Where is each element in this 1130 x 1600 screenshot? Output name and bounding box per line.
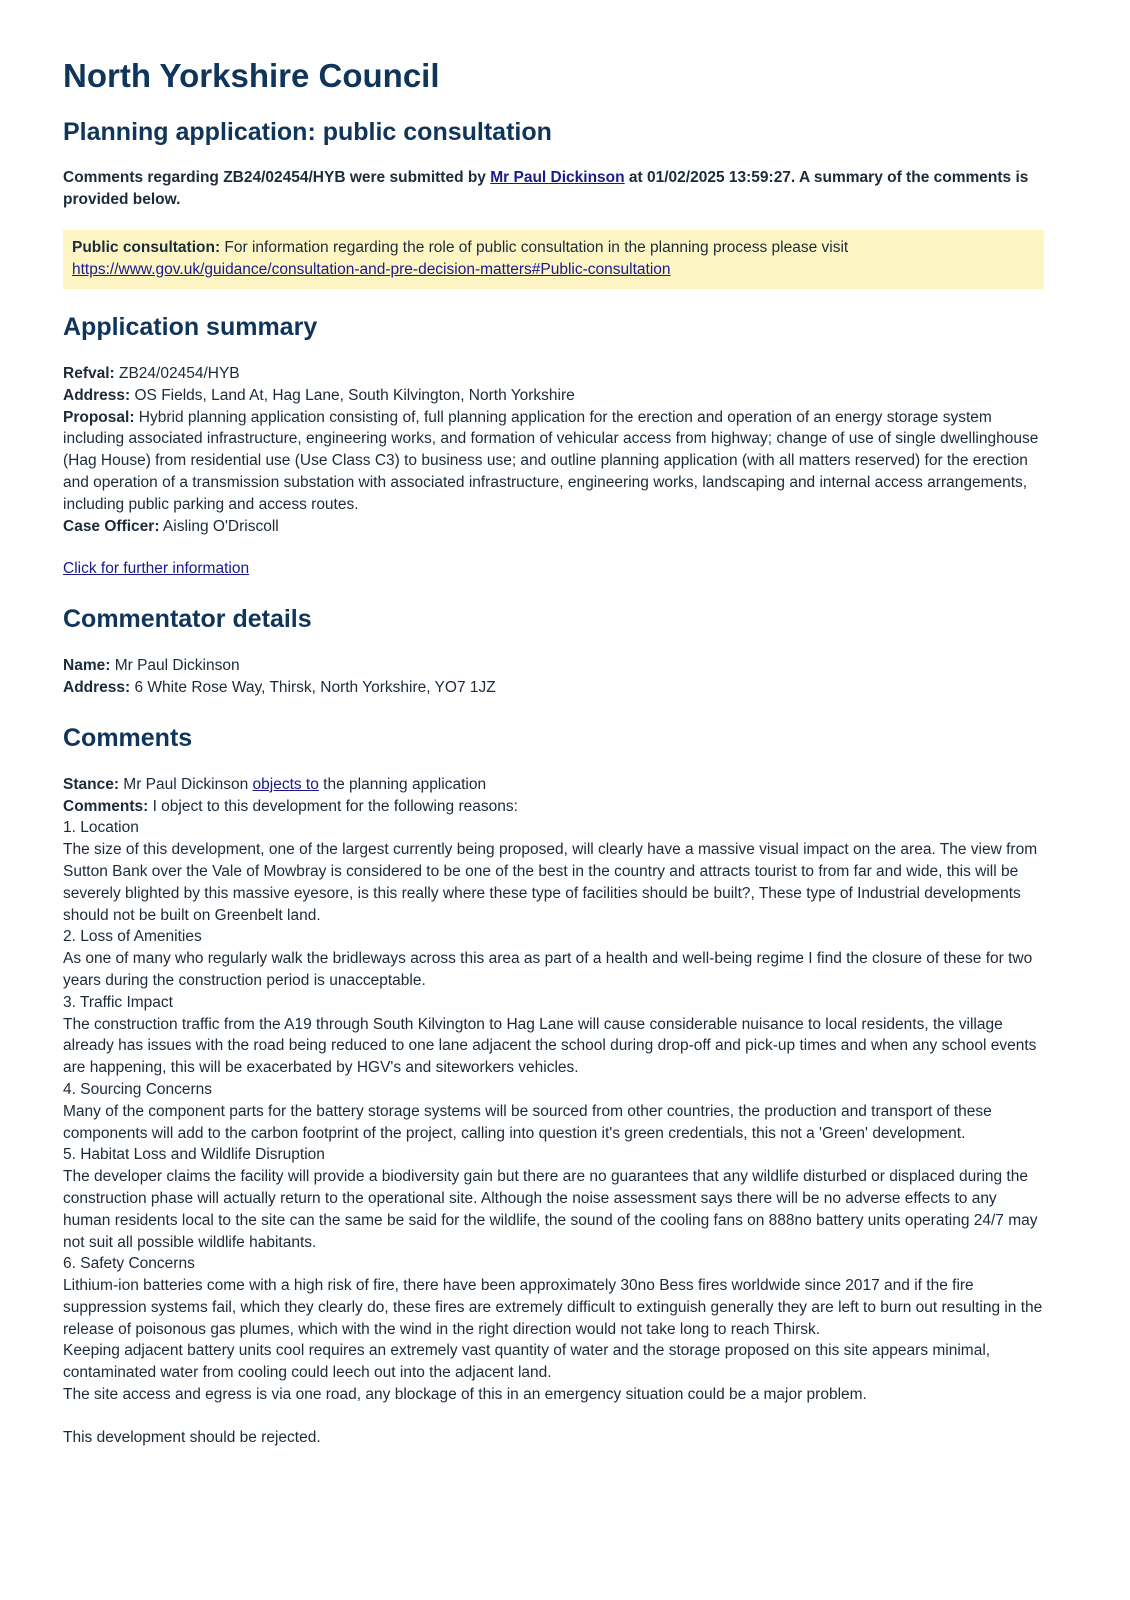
comment-line: Many of the component parts for the battery storage systems will be sourced from other countries, the production and transport of these components will add to the carbon footprint of the project, calling into question it's green credentials, this not a 'Green' development. xyxy=(63,1102,992,1142)
consultation-notice xyxy=(63,230,1044,289)
refval-label: Refval: xyxy=(63,365,115,382)
proposal-value: Hybrid planning application consisting of, full planning application for the erection and operation of an energy storage system including associated infrastructure, engineering works, and formation of vehicular access from highway; change of use of single dwellinghouse (Hag House) from residential use (Use Class C3) to business use; and outline planning application (with all matters reserved) for the erection and operation of a transmission substation with associated infrastructure, engineering works, landscaping and internal access arrangements, including public parking and access routes. xyxy=(63,408,1039,513)
submitter-link[interactable]: Mr Paul Dickinson xyxy=(490,169,625,186)
comments-heading: Comments xyxy=(63,723,193,752)
comment-line: The developer claims the facility will provide a biodiversity gain but there are no guarantees that any wildlife disturbed or displaced during the construction phase will actually return to the operational site. Although the noise assessment says there will be no adverse effects to any human residents local to the site can the same be said for the wildlife, the sound of the cooling fans on 888no battery units operating 24/7 may not suit all possible wildlife habitants. xyxy=(63,1168,1038,1251)
case-officer-row xyxy=(63,516,1044,538)
commentator-heading: Commentator details xyxy=(63,605,312,634)
intro-prefix: Comments regarding ZB24/02454/HYB were submitted by xyxy=(63,169,491,186)
comment-line: 2. Loss of Amenities xyxy=(63,928,202,946)
further-info-link[interactable]: Click for further information xyxy=(63,560,250,578)
page-subtitle: Planning application: public consultation xyxy=(63,118,552,146)
proposal-row xyxy=(63,407,1044,516)
stance-row xyxy=(63,774,1044,796)
stance-label: Stance: xyxy=(63,775,119,793)
council-title: North Yorkshire Council xyxy=(63,57,440,94)
address-value: OS Fields, Land At, Hag Lane, South Kilvington, North Yorkshire xyxy=(130,386,575,404)
comment-line: 1. Location xyxy=(63,819,139,837)
comment-lines xyxy=(63,817,1044,1406)
comment-line: 6. Safety Concerns xyxy=(63,1255,195,1273)
comment-line: As one of many who regularly walk the bridleways across this area as part of a health and well-being regime I find the closure of these for two years during the construction period is unacceptable. xyxy=(63,950,1033,989)
address-row xyxy=(63,385,1044,407)
closing-statement: This development should be rejected. xyxy=(63,1428,321,1446)
intro-paragraph xyxy=(63,167,1044,211)
comment-line: The size of this development, one of the largest currently being proposed, will clearly have a massive visual impact on the area. The view from Sutton Bank over the Vale of Mowbray is considered to be one of the best in the country and attracts tourist to from far and wide, this will be severely blighted by this massive eyesore, is this really where these type of facilities should be built?, These type of Industrial developments should not be built on Greenbelt land. xyxy=(63,841,1038,924)
comments-intro: I object to this development for the following reasons: xyxy=(148,797,518,815)
case-officer-label: Case Officer: xyxy=(63,517,160,535)
refval-row xyxy=(63,363,1044,385)
comment-line: 5. Habitat Loss and Wildlife Disruption xyxy=(63,1146,325,1164)
commentator-name-row xyxy=(63,655,1044,677)
refval-value: ZB24/02454/HYB xyxy=(114,365,240,382)
comments-label: Comments: xyxy=(63,797,149,815)
commentator-address-row xyxy=(63,677,1044,699)
comment-line: 4. Sourcing Concerns xyxy=(63,1080,213,1098)
notice-label: Public consultation: xyxy=(72,239,221,256)
address-label: Address: xyxy=(63,386,131,404)
stance-objects-to: objects to xyxy=(252,775,319,793)
comment-line: Keeping adjacent battery units cool requires an extremely vast quantity of water and the storage proposed on this site appears minimal, contaminated water from cooling could leech out into the adjacent land. xyxy=(63,1342,991,1382)
guidance-link[interactable]: https://www.gov.uk/guidance/consultation-and-pre-decision-matters#Public-consultation xyxy=(72,261,671,278)
comments-intro-row xyxy=(63,796,1044,818)
commentator-address: 6 White Rose Way, Thirsk, North Yorkshire, YO7 1JZ xyxy=(130,678,496,696)
comment-line: The construction traffic from the A19 through South Kilvington to Hag Lane will cause considerable nuisance to local residents, the village already has issues with the road being reduced to one lane adjacent the school during drop-off and pick-up times and when any school events are happening, this will be exacerbated by HGV's and siteworkers vehicles. xyxy=(63,1015,1037,1077)
application-summary xyxy=(63,363,1044,580)
stance-prefix: Mr Paul Dickinson xyxy=(119,775,253,793)
commentator-name: Mr Paul Dickinson xyxy=(110,657,240,675)
case-officer-value: Aisling O'Driscoll xyxy=(159,517,279,535)
commentator-details xyxy=(63,655,1044,699)
commentator-address-label: Address: xyxy=(63,678,131,696)
commentator-name-label: Name: xyxy=(63,657,111,675)
comment-line: 3. Traffic Impact xyxy=(63,993,173,1011)
application-summary-heading: Application summary xyxy=(63,313,318,341)
intro-suffix: at 01/02/2025 13:59:27. A summary of the comments is provided below. xyxy=(63,169,1029,208)
comments-section xyxy=(63,774,1044,1449)
stance-suffix: the planning application xyxy=(318,775,487,793)
comment-line: The site access and egress is via one road, any blockage of this in an emergency situation could be a major problem. xyxy=(63,1386,867,1404)
proposal-label: Proposal: xyxy=(63,408,135,426)
comment-line: Lithium-ion batteries come with a high risk of fire, there have been approximately 30no Bess fires worldwide since 2017 and if the fire suppression systems fail, which they clearly do, these fires are extremely difficult to extinguish generally they are left to burn out resulting in the release of poisonous gas plumes, which with the wind in the right direction would not take long to reach Thirsk. xyxy=(63,1277,1043,1338)
notice-text: For information regarding the role of public consultation in the planning process please visit xyxy=(220,239,849,256)
